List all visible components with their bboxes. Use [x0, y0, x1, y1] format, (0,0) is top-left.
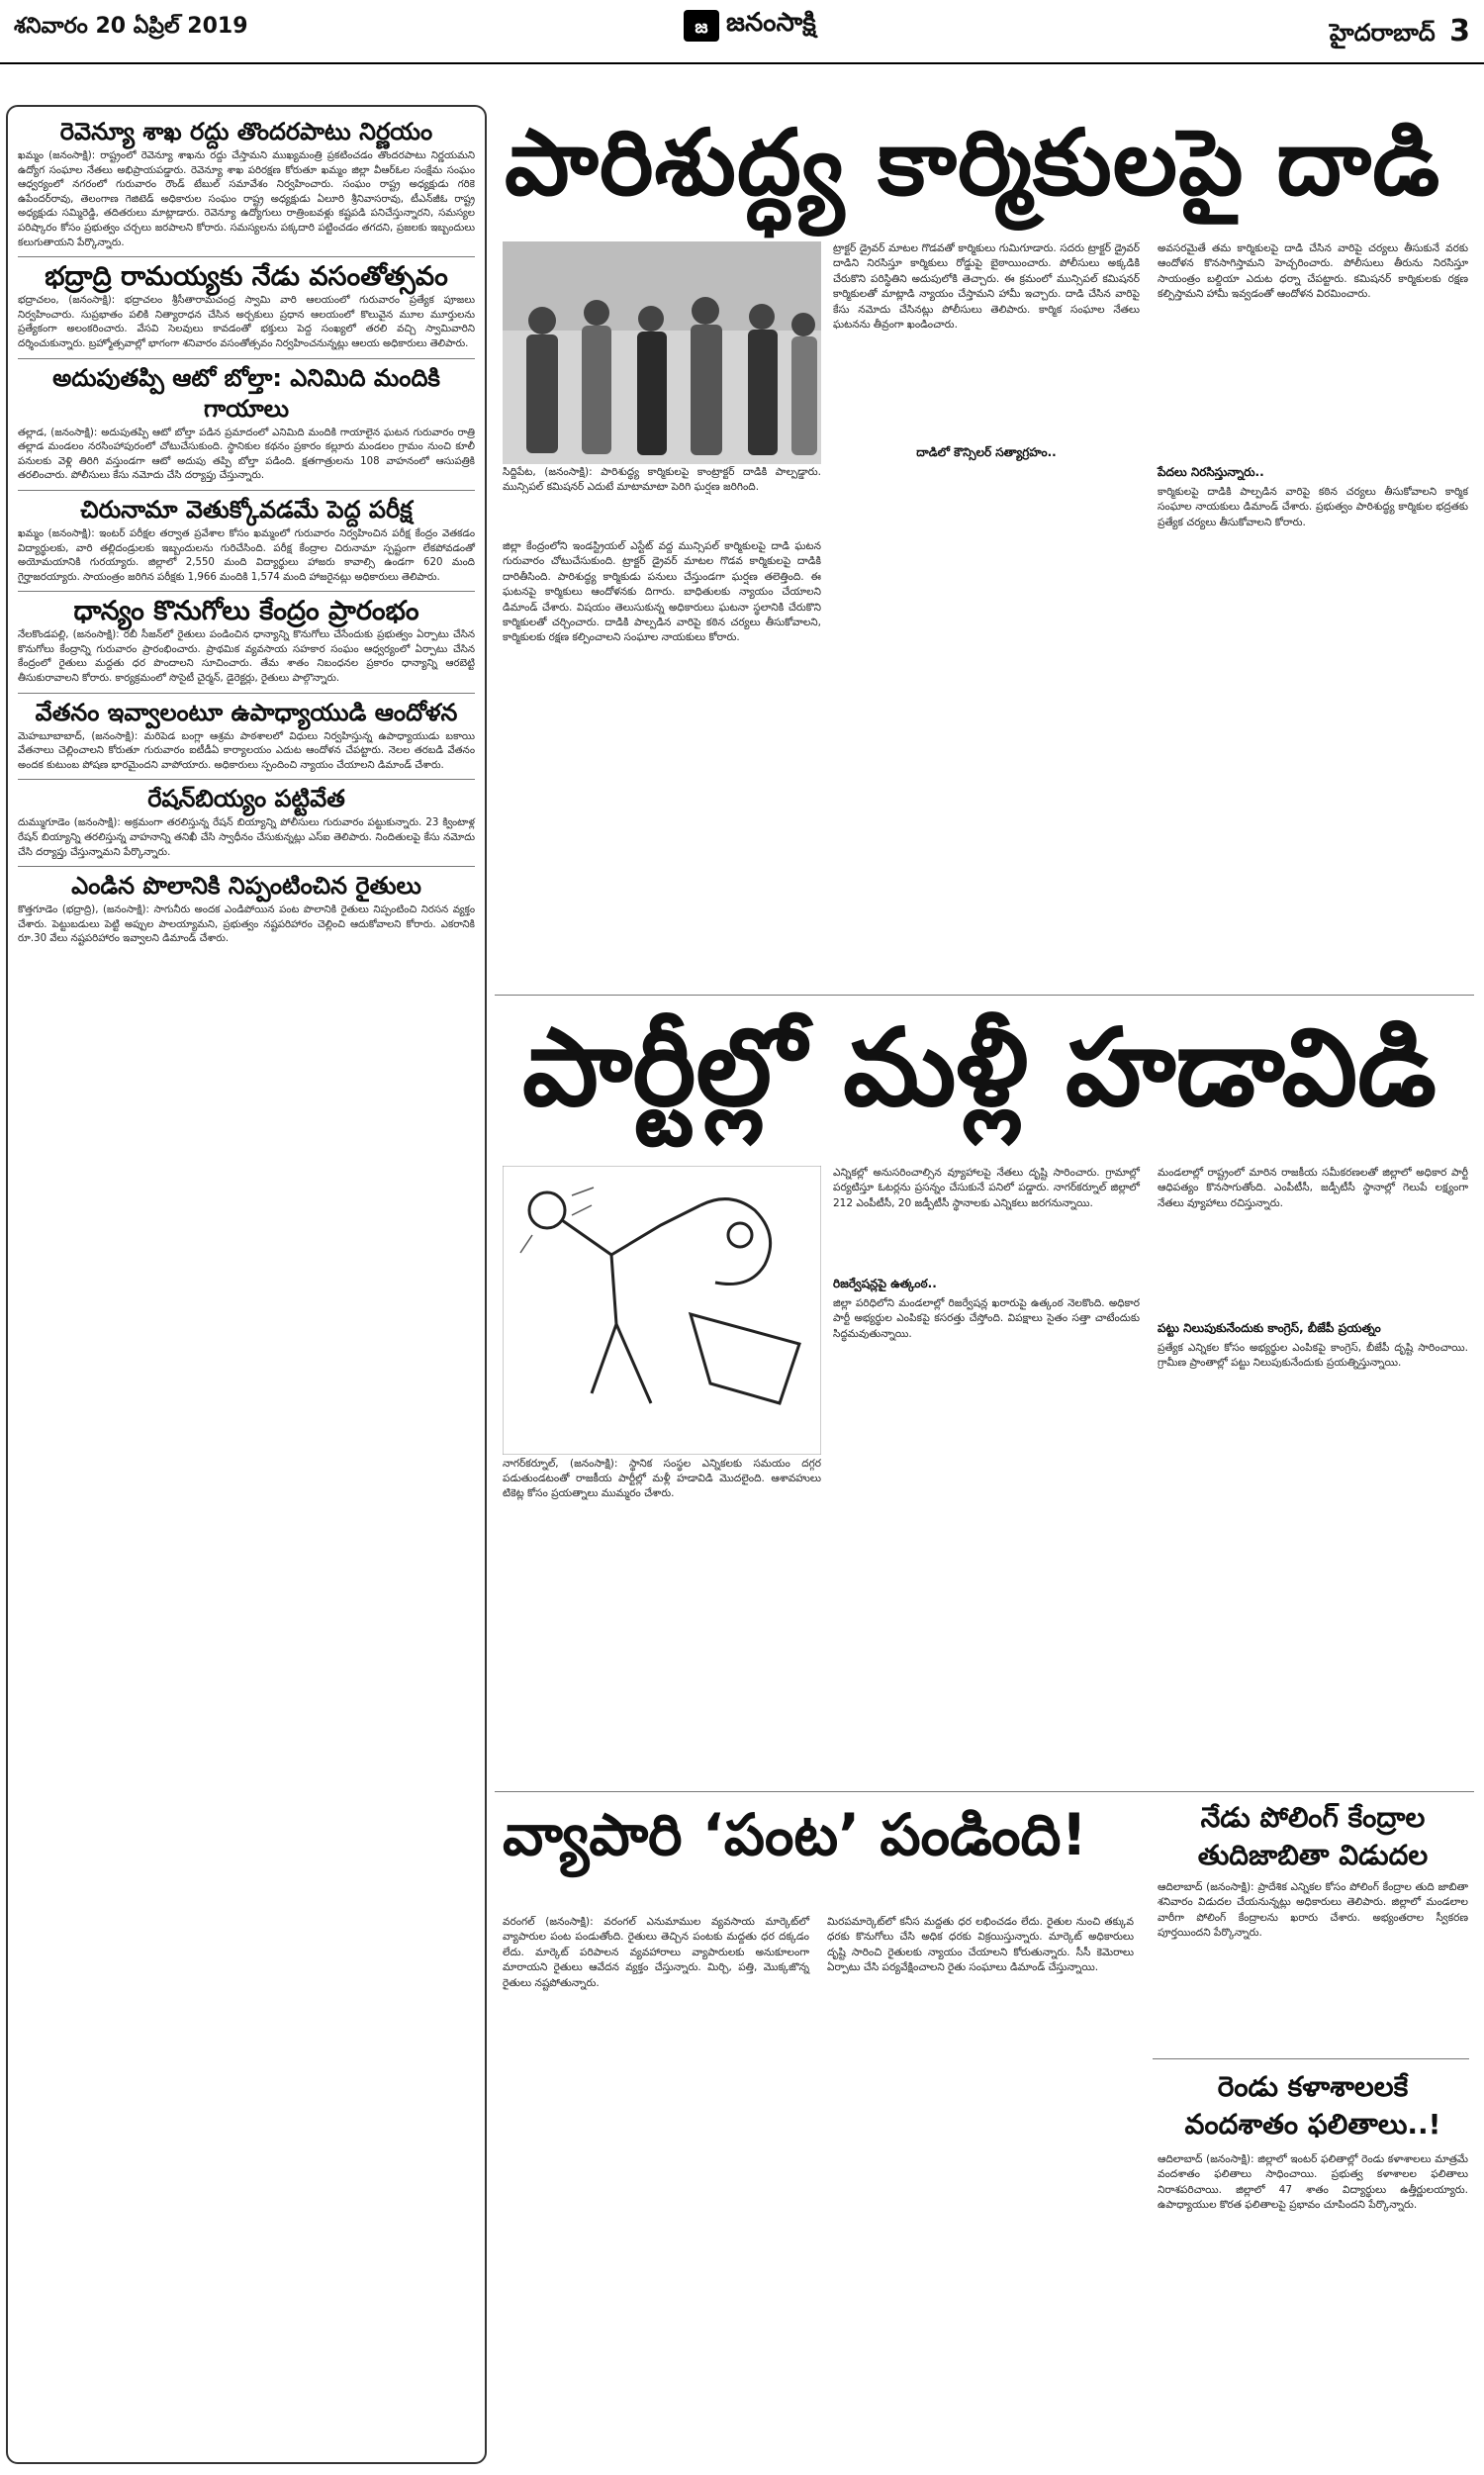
left-items: [18, 113, 475, 947]
story1-subhead: దాడిలో కౌన్సిలర్ సత్యాగ్రహం..: [916, 445, 1057, 459]
left-item-headline: రేషన్‌బియ్యం పట్టివేత: [147, 785, 345, 813]
story2-subhead2: పట్టు నిలుపుకునేందుకు కాంగ్రెస్, బీజేపీ ప్రయత్నం: [1158, 1321, 1381, 1335]
left-item-body: కొత్తగూడెం (భద్రాద్రి), (జనంసాక్షి): సాగునీరు అందక ఎండిపోయిన పంట పొలానికి రైతులు నిప్పంటించి నిరసన వ్యక్తం చేశారు. పెట్టుబడులు పెట్టి అప్పుల పాలయ్యామని, ప్రభుత్వం నష్టపరిహారం చెల్లించి ఆదుకోవాలని కోరారు. ఎకరానికి రూ.30 వేలు నష్టపరిహారం ఇవ్వాలని డిమాండ్ చేశారు.: [18, 904, 475, 945]
left-item-headline: వేతనం ఇవ్వాలంటూ ఉపాధ్యాయుడి ఆందోళన: [35, 698, 458, 726]
side1-body: ఆదిలాబాద్ (జనంసాక్షి): ప్రాదేశిక ఎన్నికల కోసం పోలింగ్ కేంద్రాల తుది జాబితా శనివారం విడుదల చేయనున్నట్లు అధికారులు తెలిపారు. జిల్లాలో మండలాల వారీగా పోలింగ్ కేంద్రాలను ఖరారు చేశారు. అభ్యంతరాల స్వీకరణ పూర్తయిందని పేర్కొన్నారు.: [1158, 1881, 1468, 1940]
story1-col2: ట్రాక్టర్ డ్రైవర్ మాటల గొడవతో కార్మికులు గుమిగూడారు. సదరు ట్రాక్టర్ డ్రైవర్ దాడిని నిరసిస్తూ కార్మికులు రోడ్డుపై బైఠాయించారు. పోలీసులు అక్కడికి చేరుకొని పరిస్థితిని అదుపులోకి తెచ్చారు. ఈ క్రమంలో మున్సిపల్ కమిషనర్ కార్మికులతో మాట్లాడి న్యాయం చేస్తామని హామీ ఇచ్చారు. దాడి చేసిన వారిపై కేసు నమోదు చేసినట్లు పోలీసులు తెలిపారు. కార్మిక సంఘాల నేతలు ఘటనను తీవ్రంగా ఖండించారు.: [833, 242, 1140, 332]
story-divider-2: [495, 1791, 1474, 1792]
story2-col2b: జిల్లా పరిధిలోని మండలాల్లో రిజర్వేషన్ల ఖరారుపై ఉత్కంఠ నెలకొంది. అధికార పార్టీ అభ్యర్థుల ఎంపికపై కసరత్తు చేస్తోంది. విపక్షాలు సైతం సత్తా చాటేందుకు సిద్ధమవుతున్నాయి.: [833, 1297, 1140, 1340]
left-item-divider: [18, 358, 475, 359]
left-news-column: [6, 105, 487, 2464]
logo-emblem-icon: [683, 9, 720, 43]
story1-caption: సిద్దిపేట, (జనంసాక్షి): పారిశుద్ధ్య కార్మికులపై కాంట్రాక్టర్ దాడికి పాల్పడ్డారు. మున్సిపల్ కమిషనర్ ఎదుటే మాటామాటా పెరిగి ఘర్షణ జరిగింది.: [503, 466, 821, 493]
header-rule: [0, 62, 1484, 64]
left-item-body: మెహబూబాబాద్, (జనంసాక్షి): మరిపెడ బంగ్లా ఆశ్రమ పాఠశాలలో విధులు నిర్వహిస్తున్న ఉపాధ్యాయుడు బకాయి వేతనాలు చెల్లించాలని కోరుతూ గురువారం ఐటీడీఏ కార్యాలయం ఎదుట ఆందోళన చేపట్టారు. నెలల తరబడి వేతనం అందక కుటుంబ పోషణ భారమైందని వాపోయారు. అధికారులు స్పందించి న్యాయం చేయాలని డిమాండ్ చేశారు.: [18, 730, 475, 771]
story2-subhead: రిజర్వేషన్లపై ఉత్కంఠ..: [833, 1277, 937, 1290]
left-item-divider: [18, 490, 475, 491]
svg-text:జ: జ: [695, 17, 708, 38]
issue-date: శనివారం 20 ఏప్రిల్ 2019: [14, 14, 248, 39]
left-item-body: తల్లాడ, (జనంసాక్షి): అదుపుతప్పి ఆటో బోల్తా పడిన ప్రమాదంలో ఎనిమిది మందికి గాయాలైన ఘటన గురువారం రాత్రి తల్లాడ మండలం నరసింహాపురంలో చోటుచేసుకుంది. స్థానికుల కథనం ప్రకారం కల్లూరు మండలం గ్రామం నుంచి కూలీ పనులకు వెళ్లి తిరిగి వస్తుండగా ఆటో అదుపు తప్పి బోల్తా పడింది. క్షతగాత్రులను 108 వాహనంలో ఆసుపత్రికి తరలించారు. పోలీసులు కేసు నమోదు చేసి దర్యాప్తు చేస్తున్నారు.: [18, 427, 475, 482]
story2-caption: నాగర్‌కర్నూల్, (జనంసాక్షి): స్థానిక సంస్థల ఎన్నికలకు సమయం దగ్గర పడుతుండటంతో రాజకీయ పార్టీల్లో మళ్లీ హడావిడి మొదలైంది. ఆశావహులు టికెట్ల కోసం ప్రయత్నాలు ముమ్మరం చేశారు.: [503, 1458, 821, 1499]
left-item-divider: [18, 591, 475, 592]
left-item-body: భద్రాచలం, (జనంసాక్షి): భద్రాచలం శ్రీసీతారామచంద్ర స్వామి వారి ఆలయంలో గురువారం ప్రత్యేక పూజలు నిర్వహించారు. సుప్రభాతం పలికి నిత్యారాధన చేసిన అర్చకులు ప్రధాన ఆలయంలో కొలువైన మూల మూర్తులను ప్రత్యేకంగా అలంకరించారు. వేసవి సెలవులు కావడంతో భక్తులు పెద్ద సంఖ్యలో తరలి వచ్చి స్వామివారిని దర్శించుకున్నారు. బ్రహ్మోత్సవాల్లో భాగంగా శనివారం వసంతోత్సవం నిర్వహించనున్నట్లు ఆలయ అధికారులు తెలిపారు.: [18, 295, 475, 349]
left-item-divider: [18, 779, 475, 780]
left-item-body: దుమ్ముగూడెం (జనంసాక్షి): అక్రమంగా తరలిస్తున్న రేషన్ బియ్యాన్ని పోలీసులు గురువారం పట్టుకున్నారు. 23 క్వింటాళ్ల రేషన్ బియ్యాన్ని తరలిస్తున్న వాహనాన్ని తనిఖీ చేసి స్వాధీనం చేసుకున్నట్లు ఎస్‌ఐ తెలిపారు. నిందితులపై కేసు నమోదు చేసి దర్యాప్తు చేస్తున్నామని పేర్కొన్నారు.: [18, 817, 475, 858]
election-cartoon: [503, 1166, 821, 1455]
page-number: 3: [1449, 14, 1470, 48]
story3-headline: వ్యాపారి ‘పంట’ పండింది!: [503, 1801, 1087, 1868]
story-divider: [495, 995, 1474, 996]
left-item-divider: [18, 693, 475, 694]
city-name: హైదరాబాద్: [1329, 19, 1436, 47]
left-item-divider: [18, 256, 475, 257]
masthead-logo: [683, 8, 816, 44]
side2-headline: రెండు కళాశాలలకే వందశాతం ఫలితాలు..!: [1184, 2070, 1441, 2141]
sanitation-workers-photo: [503, 241, 821, 464]
left-item-headline: ఎండిన పొలానికి నిప్పంటించిన రైతులు: [71, 872, 421, 901]
story2-col2: ఎన్నికల్లో అనుసరించాల్సిన వ్యూహాలపై నేతలు దృష్టి సారించారు. గ్రామాల్లో పర్యటిస్తూ ఓటర్లను ప్రసన్నం చేసుకునే పనిలో పడ్డారు. నాగర్‌కర్నూల్ జిల్లాలో 212 ఎంపీటీసీ, 20 జడ్పీటీసీ స్థానాలకు ఎన్నికలు జరగనున్నాయి.: [833, 1167, 1140, 1209]
story3-col2: మిరపమార్కెట్‌లో కనీస మద్దతు ధర లభించడం లేదు. రైతుల నుంచి తక్కువ ధరకు కొనుగోలు చేసి అధిక ధరకు విక్రయిస్తున్నారు. మార్కెట్ అధికారులు దృష్టి సారించి రైతులకు న్యాయం చేయాలని కోరుతున్నారు. సీసీ కెమెరాలు ఏర్పాటు చేసి పర్యవేక్షించాలని రైతు సంఘాలు డిమాండ్ చేస్తున్నాయి.: [827, 1916, 1134, 1974]
left-item-divider: [18, 866, 475, 867]
story1-col3b: కార్మికులపై దాడికి పాల్పడిన వారిపై కఠిన చర్యలు తీసుకోవాలని కార్మిక సంఘాల నాయకులు డిమాండ్ చేశారు. ప్రభుత్వం పారిశుద్ధ్య కార్మికుల భద్రతకు ప్రత్యేక చర్యలు తీసుకోవాలని కోరారు.: [1158, 486, 1468, 528]
left-item-headline: ధాన్యం కొనుగోలు కేంద్రం ప్రారంభం: [73, 596, 419, 627]
edition-city: [1330, 14, 1470, 52]
story1-headline: పారిశుద్ధ్య కార్మికులపై దాడి: [505, 110, 1441, 216]
story1-col1: జిల్లా కేంద్రంలోని ఇండస్ట్రియల్ ఎస్టేట్ వద్ద మున్సిపల్ కార్మికులపై దాడి ఘటన గురువారం చోటుచేసుకుంది. ట్రాక్టర్ డ్రైవర్ మాటల గొడవ కార్మికులపై దాడికి దారితీసింది. పారిశుద్ధ్య కార్మికుడు పనులు చేస్తుండగా ఘర్షణ తలెత్తింది. ఈ ఘటనపై కార్మికులు ఆందోళనకు దిగారు. బాధితులకు న్యాయం చేయాలని డిమాండ్ చేశారు. విషయం తెలుసుకున్న అధికారులు ఘటనా స్థలానికి చేరుకొని కార్మికులతో చర్చించారు. దాడికి పాల్పడిన వారిపై కఠిన చర్యలు తీసుకోవాలని, కార్మికులకు రక్షణ కల్పించాలని సంఘాల నాయకులు కోరారు.: [503, 540, 821, 644]
story1-col3: అవసరమైతే తమ కార్మికులపై దాడి చేసిన వారిపై చర్యలు తీసుకునే వరకు ఆందోళన కొనసాగిస్తామని హెచ్చరించారు. పోలీసులు తీరును నిరసిస్తూ సాయంత్రం బల్దియా ఎదుట ధర్నా చేపట్టారు. కమిషనర్ కార్మికులకు రక్షణ కల్పిస్తామని హామీ ఇవ్వడంతో ఆందోళన విరమించారు.: [1158, 242, 1468, 301]
story2-headline: పార్టీల్లో మళ్లీ హడావిడి: [522, 1006, 1437, 1130]
side2-body: ఆదిలాబాద్ (జనంసాక్షి): జిల్లాలో ఇంటర్ ఫలితాల్లో రెండు కళాశాలలు మాత్రమే వందశాతం ఫలితాలు సాధించాయి. ప్రభుత్వ కళాశాలల ఫలితాలు నిరాశపరిచాయి. జిల్లాలో 47 శాతం విద్యార్థులు ఉత్తీర్ణులయ్యారు. ఉపాధ్యాయుల కొరత ఫలితాలపై ప్రభావం చూపిందని పేర్కొన్నారు.: [1158, 2153, 1468, 2212]
left-item-body: నేలకొండపల్లి, (జనంసాక్షి): రబీ సీజన్‌లో రైతులు పండించిన ధాన్యాన్ని కొనుగోలు చేసేందుకు ప్రభుత్వం ఏర్పాటు చేసిన కొనుగోలు కేంద్రాన్ని గురువారం ప్రారంభించారు. ప్రాథమిక వ్యవసాయ సహకార సంఘం ఆధ్వర్యంలో ఏర్పాటు చేసిన కేంద్రంలో రైతులు మద్దతు ధర పొందాలని సూచించారు. తేమ శాతం నిబంధనల ప్రకారం ధాన్యాన్ని ఆరబెట్టి తీసుకురావాలని కోరారు. కార్యక్రమంలో సొసైటీ చైర్మన్, డైరెక్టర్లు, రైతులు పాల్గొన్నారు.: [18, 629, 475, 685]
left-item-headline: రెవెన్యూ శాఖ రద్దు తొందరపాటు నిర్ణయం: [59, 118, 433, 145]
logo-text: జనంసాక్షి: [726, 8, 816, 38]
side-divider: [1153, 2058, 1469, 2059]
left-item-headline: భద్రాద్రి రామయ్యకు నేడు వసంతోత్సవం: [45, 261, 448, 293]
story1-subhead2: పేదలు నిరసిస్తున్నారు..: [1158, 465, 1264, 479]
left-item-headline: అదుపుతప్పి ఆటో బోల్తా: ఎనిమిది మందికి గాయాలు: [52, 363, 440, 423]
story3-col1: వరంగల్ (జనంసాక్షి): వరంగల్ ఎనుమాముల వ్యవసాయ మార్కెట్‌లో వ్యాపారుల పంట పండుతోంది. రైతులు తెచ్చిన పంటకు మద్దతు ధర దక్కడం లేదు. మార్కెట్ పరిపాలన వ్యవహారాలు వ్యాపారులకు అనుకూలంగా మారాయని రైతులు ఆవేదన వ్యక్తం చేస్తున్నారు. మిర్చి, పత్తి, మొక్కజొన్న రైతులు నష్టపోతున్నారు.: [503, 1916, 809, 1989]
story2-col3b: ప్రత్యేక ఎన్నికల కోసం అభ్యర్థుల ఎంపికపై కాంగ్రెస్, బీజేపీ దృష్టి సారించాయి. గ్రామీణ ప్రాంతాల్లో పట్టు నిలుపుకునేందుకు ప్రయత్నిస్తున్నాయి.: [1158, 1342, 1468, 1370]
left-item-body: ఖమ్మం (జనంసాక్షి): ఇంటర్ పరీక్షల తర్వాత ప్రవేశాల కోసం ఖమ్మంలో గురువారం నిర్వహించిన పరీక్ష కేంద్రం వెతకడం విద్యార్థులకు, వారి తల్లిదండ్రులకు ఇబ్బందులను గురిచేసింది. పరీక్ష కేంద్రాల చిరునామా స్పష్టంగా లేకపోవడంతో అయోమయానికి గురయ్యారు. జిల్లాలో 2,550 మంది విద్యార్థులు హాజరు కావాల్సి ఉండగా 620 మంది గైర్హాజరయ్యారు. సాయంత్రం జరిగిన పరీక్షకు 1,966 మందికి 1,574 మంది హాజరైనట్లు అధికారులు తెలిపారు.: [18, 527, 475, 583]
side1-headline: నేడు పోలింగ్ కేంద్రాల తుదిజాబితా విడుదల: [1197, 1801, 1429, 1871]
left-item-headline: చిరునామా వెతుక్కోవడమే పెద్ద పరీక్ష: [80, 495, 413, 524]
left-item-body: ఖమ్మం (జనంసాక్షి): రాష్ట్రంలో రెవెన్యూ శాఖను రద్దు చేస్తామని ముఖ్యమంత్రి ప్రకటించడం తొందరపాటు నిర్ణయమని ఉద్యోగ సంఘాల నేతలు అభిప్రాయపడ్డారు. రెవెన్యూ శాఖ పరిరక్షణ కోరుతూ ఖమ్మం జిల్లా వీఆర్‌ఓల సంక్షేమ సంఘం ఆధ్వర్యంలో నగరంలో గురువారం రౌండ్ టేబుల్ సమావేశం నిర్వహించారు. సంఘం రాష్ట్ర అధ్యక్షుడు గరికె ఉపేందర్‌రావు, తెలంగాణ గెజిటెడ్ అధికారుల సంఘం రాష్ట్ర అధ్యక్షుడు ఏలూరి శ్రీనివాసరావు, టీఎన్‌జీఓ రాష్ట్ర అధ్యక్షుడు సమ్మిరెడ్డి, తదితరులు మాట్లాడారు. రెవెన్యూ ఉద్యోగులు రాత్రింబవళ్లు కష్టపడి పనిచేస్తున్నారని, సమస్యల పరిష్కారం కోసం ప్రభుత్వం చర్చలు జరపాలని కోరారు. సమస్యలను పక్కదారి పట్టించడం తగదని, ప్రజలకు ఇబ్బందులు కలుగుతాయని పేర్కొన్నారు.: [18, 150, 475, 248]
story2-col3: మండలాల్లో రాష్ట్రంలో మారిన రాజకీయ సమీకరణలతో జిల్లాలో అధికార పార్టీ ఆధిపత్యం కొనసాగుతోంది. ఎంపీటీసీ, జడ్పీటీసీ స్థానాల్లో గెలుపే లక్ష్యంగా నేతలు వ్యూహాలు రచిస్తున్నారు.: [1158, 1167, 1468, 1209]
